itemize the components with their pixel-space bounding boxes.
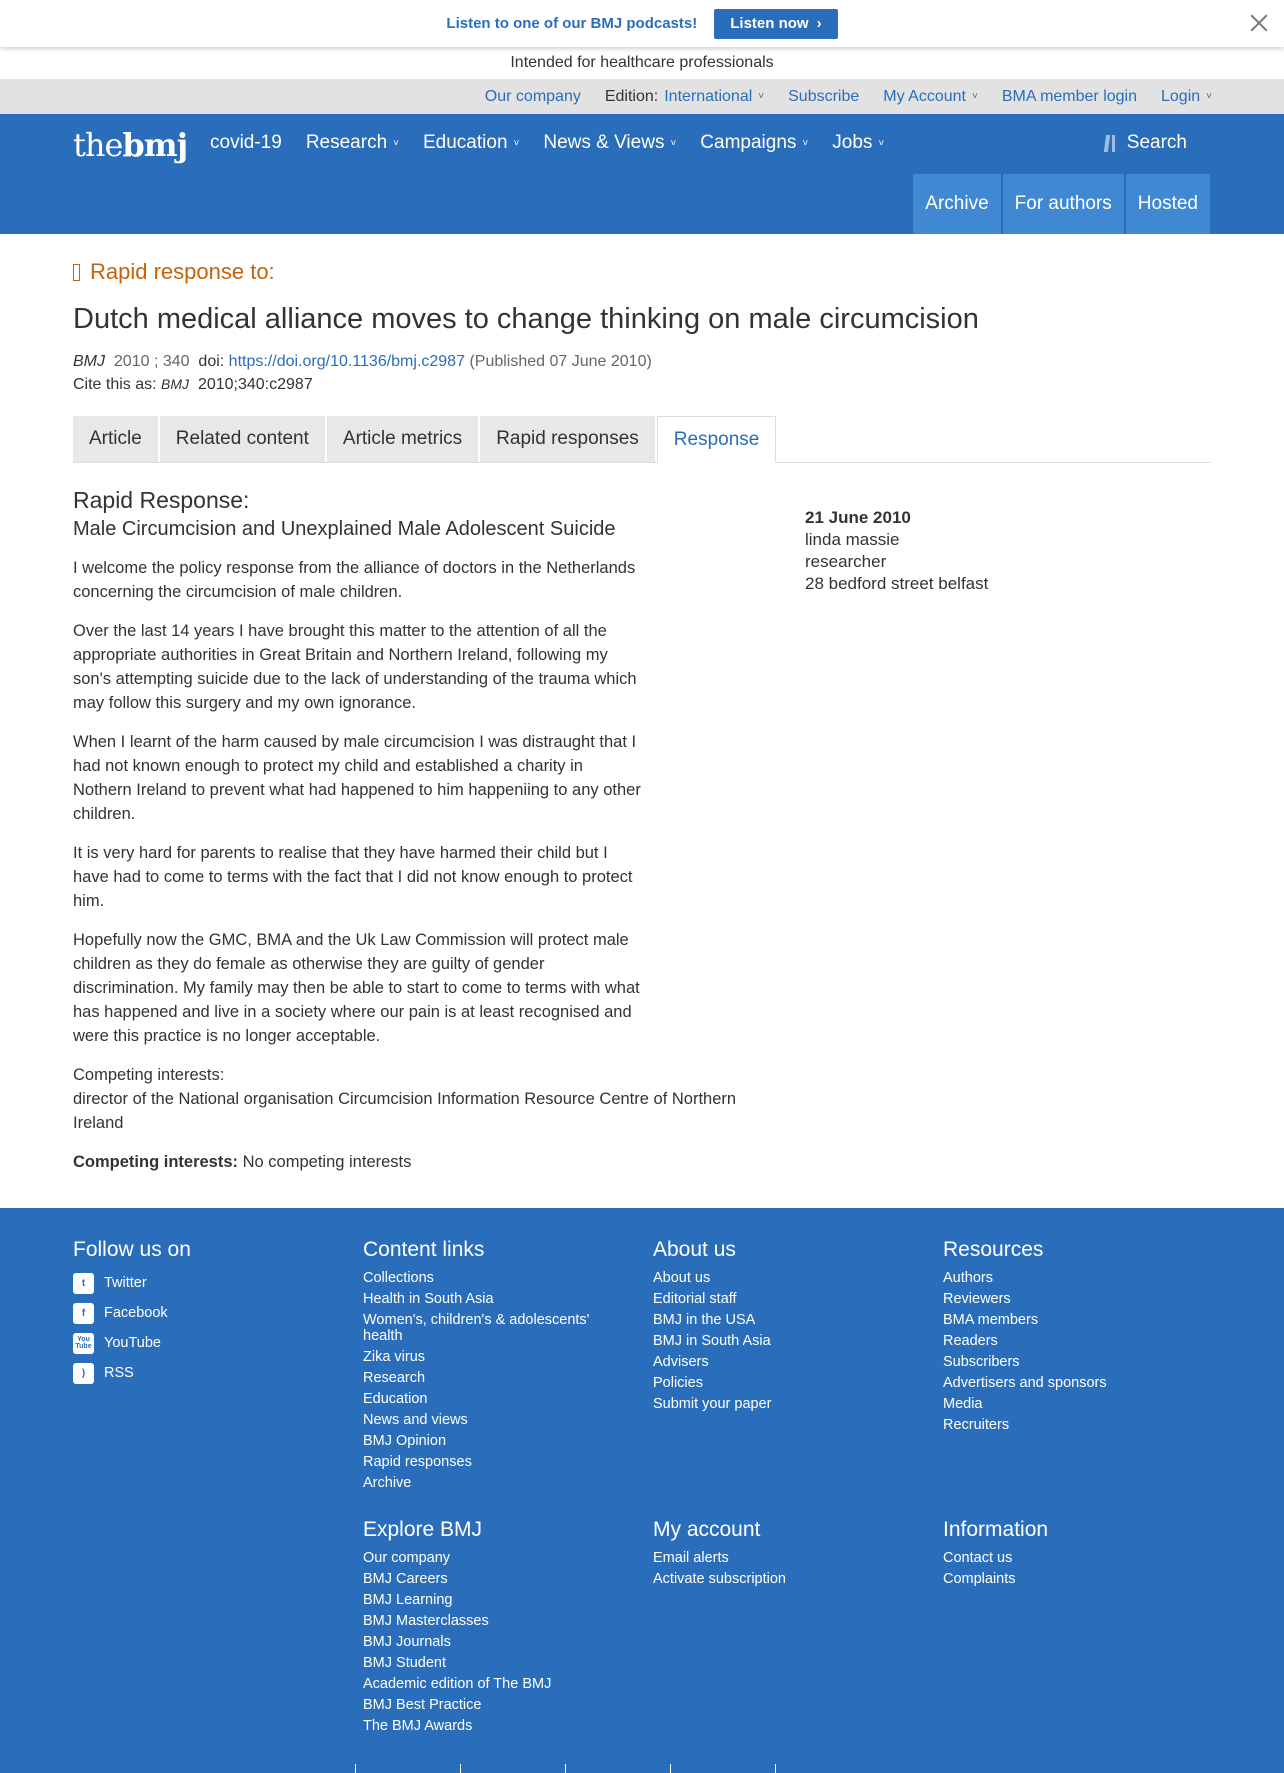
author-name: linda massie [805, 530, 900, 549]
divider [460, 1764, 461, 1773]
rss-icon: ) [73, 1363, 94, 1384]
cite-as-line [73, 373, 1211, 396]
sub-navigation [913, 174, 1210, 234]
footer-link[interactable]: Collections [363, 1270, 434, 1286]
tab-article[interactable]: Article [73, 416, 158, 462]
footer-link[interactable]: Complaints [943, 1571, 1016, 1587]
footer-link[interactable]: BMJ Masterclasses [363, 1613, 489, 1629]
response-paragraph: Hopefully now the GMC, BMA and the Uk Law Commission will protect male children as they do female as otherwise they are guilty of gender discrimination. My family may then be able to start to come to terms with what has happened and live in a society where our pain is at least recognised and were this practice is no longer acceptable. [73, 931, 640, 1045]
footer-link[interactable]: Academic edition of The BMJ [363, 1676, 552, 1692]
response-paragraph: Over the last 14 years I have brought this matter to the attention of all the appropriate authorities in Great Britain and Northern Ireland, following my son's attempting suicide due to the lack of understanding of the trauma which may follow this surgery and my own ignorance. [73, 622, 637, 712]
nav-research[interactable] [306, 132, 399, 154]
footer-link[interactable]: Recruiters [943, 1417, 1010, 1433]
twitter-link[interactable] [73, 1268, 191, 1298]
footer-link[interactable]: BMJ Journals [363, 1634, 451, 1650]
footer-link[interactable]: Women's, children's & adolescents' health [363, 1312, 590, 1344]
social-label: Twitter [104, 1275, 147, 1291]
footer-link[interactable]: Rapid responses [363, 1454, 472, 1470]
doi-label: doi: [198, 353, 225, 370]
social-label: RSS [104, 1365, 134, 1381]
footer-link[interactable]: BMJ Student [363, 1655, 447, 1671]
response-paragraph: I welcome the policy response from the alliance of doctors in the Netherlands concerning the circumcision of male children. [73, 559, 636, 601]
for-authors-link[interactable]: For authors [1003, 174, 1124, 234]
footer-link[interactable]: About us [653, 1270, 711, 1286]
footer-link[interactable]: Subscribers [943, 1354, 1020, 1370]
facebook-icon: f [73, 1303, 94, 1324]
nav-label: Campaigns [700, 132, 797, 153]
footer-heading: Information [943, 1518, 1049, 1541]
youtube-link[interactable] [73, 1328, 191, 1358]
competing-interests-block [73, 1063, 773, 1135]
nav-education[interactable] [423, 132, 519, 154]
footer-heading: Content links [363, 1238, 485, 1261]
footer-link[interactable]: Email alerts [653, 1550, 729, 1566]
nav-covid-19[interactable] [210, 132, 282, 154]
author-role: researcher [805, 552, 887, 571]
tab-article-metrics[interactable]: Article metrics [327, 416, 478, 462]
main-content [0, 259, 1284, 1174]
youtube-icon: You Tube [73, 1333, 94, 1354]
my-account-menu[interactable] [883, 88, 978, 106]
competing-text: director of the National organisation Circumcision Information Resource Centre of Northern Ireland [73, 1090, 737, 1132]
chevron-down-icon: ˅ [670, 137, 677, 149]
utility-bar [0, 79, 1284, 114]
login-label: Login [1161, 87, 1201, 105]
footer-link[interactable]: Policies [653, 1375, 703, 1391]
competing-interests-summary [73, 1150, 773, 1174]
response-author-info [805, 487, 988, 1174]
footer-link[interactable]: Advertisers and sponsors [943, 1375, 1107, 1391]
cite-label: Cite this as: [73, 376, 157, 393]
nav-label: News & Views [543, 132, 665, 153]
our-company-link[interactable]: Our company [484, 87, 581, 105]
journal-year: 2010 [113, 353, 150, 370]
footer-link[interactable]: Media [943, 1396, 983, 1412]
citation-line [73, 350, 1211, 373]
edition-label: Edition: [604, 87, 659, 105]
footer-link[interactable]: Activate subscription [653, 1571, 786, 1587]
intended-notice: Intended for healthcare professionals [510, 54, 774, 71]
footer-link[interactable]: BMJ Learning [363, 1592, 453, 1608]
cite-journal: BMJ [161, 376, 190, 392]
tab-related-content[interactable]: Related content [160, 416, 325, 462]
footer-follow [73, 1238, 191, 1388]
divider [775, 1764, 776, 1773]
footer-heading: Explore BMJ [363, 1518, 483, 1541]
response-date: 21 June 2010 [805, 508, 911, 527]
footer-link[interactable]: Health in South Asia [363, 1291, 494, 1307]
twitter-icon: t [73, 1273, 94, 1294]
footer-link[interactable]: BMJ Best Practice [363, 1697, 482, 1713]
bma-login-link[interactable]: BMA member login [1001, 87, 1137, 105]
search-button[interactable] [1105, 132, 1187, 154]
footer-content-links [363, 1238, 603, 1494]
nav-items [210, 132, 884, 154]
nav-label: Education [423, 132, 508, 153]
footer-link[interactable]: Contact us [943, 1550, 1013, 1566]
footer-link[interactable]: Archive [363, 1475, 412, 1491]
nav-label: covid-19 [210, 132, 282, 153]
footer-information [943, 1518, 1048, 1590]
doi-link[interactable]: https://doi.org/10.1136/bmj.c2987 [228, 353, 465, 370]
footer-explore [363, 1518, 551, 1737]
response-heading: Rapid Response: [73, 487, 250, 513]
response-body [73, 487, 805, 1174]
footer-link[interactable]: BMJ in South Asia [653, 1333, 771, 1349]
footer-my-account [653, 1518, 786, 1590]
footer-heading: Follow us on [73, 1238, 191, 1261]
footer-link[interactable]: Zika virus [363, 1349, 426, 1365]
footer-link[interactable]: Authors [943, 1270, 993, 1286]
close-icon[interactable] [1246, 10, 1272, 36]
nav-news-views[interactable] [543, 132, 676, 154]
footer-heading: My account [653, 1518, 761, 1541]
social-label: Facebook [104, 1305, 168, 1321]
footer-link[interactable]: Reviewers [943, 1291, 1011, 1307]
nav-label: Jobs [832, 132, 873, 153]
edition-value: International [664, 87, 753, 105]
tab-response[interactable]: Response [657, 416, 777, 463]
chevron-down-icon: ˅ [758, 91, 765, 102]
search-label: Search [1126, 132, 1187, 153]
response-section [73, 487, 1211, 1174]
footer-link[interactable]: BMJ Careers [363, 1571, 448, 1587]
chevron-down-icon: ˅ [878, 137, 885, 149]
social-label: YouTube [104, 1335, 161, 1351]
chevron-down-icon: ˅ [393, 137, 399, 149]
footer-link[interactable]: BMJ Opinion [363, 1433, 447, 1449]
author-address: 28 bedford street belfast [805, 574, 989, 593]
archive-link[interactable]: Archive [913, 174, 1000, 234]
response-subtitle: Male Circumcision and Unexplained Male Adolescent Suicide [73, 518, 616, 540]
article-tabs [73, 416, 1211, 463]
divider [355, 1764, 356, 1773]
listen-now-button[interactable] [714, 9, 837, 39]
edition-selector[interactable] [605, 88, 764, 106]
footer-link[interactable]: Research [363, 1370, 426, 1386]
footer-link[interactable]: Submit your paper [653, 1396, 772, 1412]
chevron-down-icon: ˅ [513, 137, 520, 149]
competing-heading: Competing interests: [73, 1066, 225, 1084]
footer-link[interactable]: Education [363, 1391, 428, 1407]
footer [0, 1208, 1284, 1773]
main-navigation [0, 114, 1284, 234]
response-paragraph: When I learnt of the harm caused by male circumcision I was distraught that I had not known enough to protect my child and established a charity in Nothern Ireland to prevent what had happened to him happeniing to any other children. [73, 733, 641, 823]
footer-about [653, 1238, 771, 1415]
competing-value: No competing interests [242, 1153, 412, 1171]
footer-link[interactable]: BMA members [943, 1312, 1039, 1328]
listen-now-label: Listen now [730, 15, 809, 32]
divider [565, 1764, 566, 1773]
nav-campaigns[interactable] [700, 132, 808, 154]
published-date: (Published 07 June 2010) [469, 353, 652, 370]
footer-heading: About us [653, 1238, 736, 1261]
logo-the: the [73, 126, 123, 164]
footer-link[interactable]: Editorial staff [653, 1291, 737, 1307]
rapid-response-to-label: Rapid response to: [90, 259, 275, 284]
cite-ref: 2010;340:c2987 [197, 376, 313, 393]
chevron-down-icon: ˅ [1206, 91, 1212, 102]
chevron-right-icon: › [816, 15, 822, 32]
tab-rapid-responses[interactable]: Rapid responses [480, 416, 655, 462]
footer-link[interactable]: News and views [363, 1412, 468, 1428]
footer-heading: Resources [943, 1238, 1044, 1261]
login-menu[interactable] [1161, 88, 1212, 106]
footer-link[interactable]: Our company [363, 1550, 451, 1566]
footer-link[interactable]: The BMJ Awards [363, 1718, 473, 1734]
response-paragraph: It is very hard for parents to realise that they have harmed their child but I have had to come to terms with the fact that I did not know enough to protect him. [73, 844, 633, 910]
chevron-down-icon: ˅ [802, 137, 809, 149]
nav-label: Research [305, 132, 388, 153]
footer-bottom-dividers [355, 1764, 776, 1773]
rapid-response-to [73, 259, 1211, 285]
promo-text: Listen to one of our BMJ podcasts! [446, 15, 698, 32]
search-icon [1105, 133, 1119, 153]
promo-banner [0, 0, 1284, 47]
footer-link[interactable]: Advisers [653, 1354, 709, 1370]
bmj-logo[interactable] [73, 126, 187, 164]
logo-bmj: bmj [122, 126, 188, 164]
my-account-label: My Account [883, 87, 966, 105]
divider [670, 1764, 671, 1773]
hosted-link[interactable]: Hosted [1126, 174, 1210, 234]
competing-label: Competing interests: [73, 1153, 239, 1171]
journal-volume: ; 340 [153, 353, 190, 370]
footer-link[interactable]: Readers [943, 1333, 998, 1349]
document-icon [73, 264, 80, 281]
article-title: Dutch medical alliance moves to change thinking on male circumcision [73, 303, 979, 335]
footer-link[interactable]: BMJ in the USA [653, 1312, 756, 1328]
chevron-down-icon: ˅ [971, 91, 978, 102]
subscribe-link[interactable]: Subscribe [788, 87, 860, 105]
nav-jobs[interactable] [832, 132, 884, 154]
footer-resources [943, 1238, 1107, 1436]
journal-name: BMJ [73, 353, 105, 370]
facebook-link[interactable] [73, 1298, 191, 1328]
rss-link[interactable] [73, 1358, 191, 1388]
